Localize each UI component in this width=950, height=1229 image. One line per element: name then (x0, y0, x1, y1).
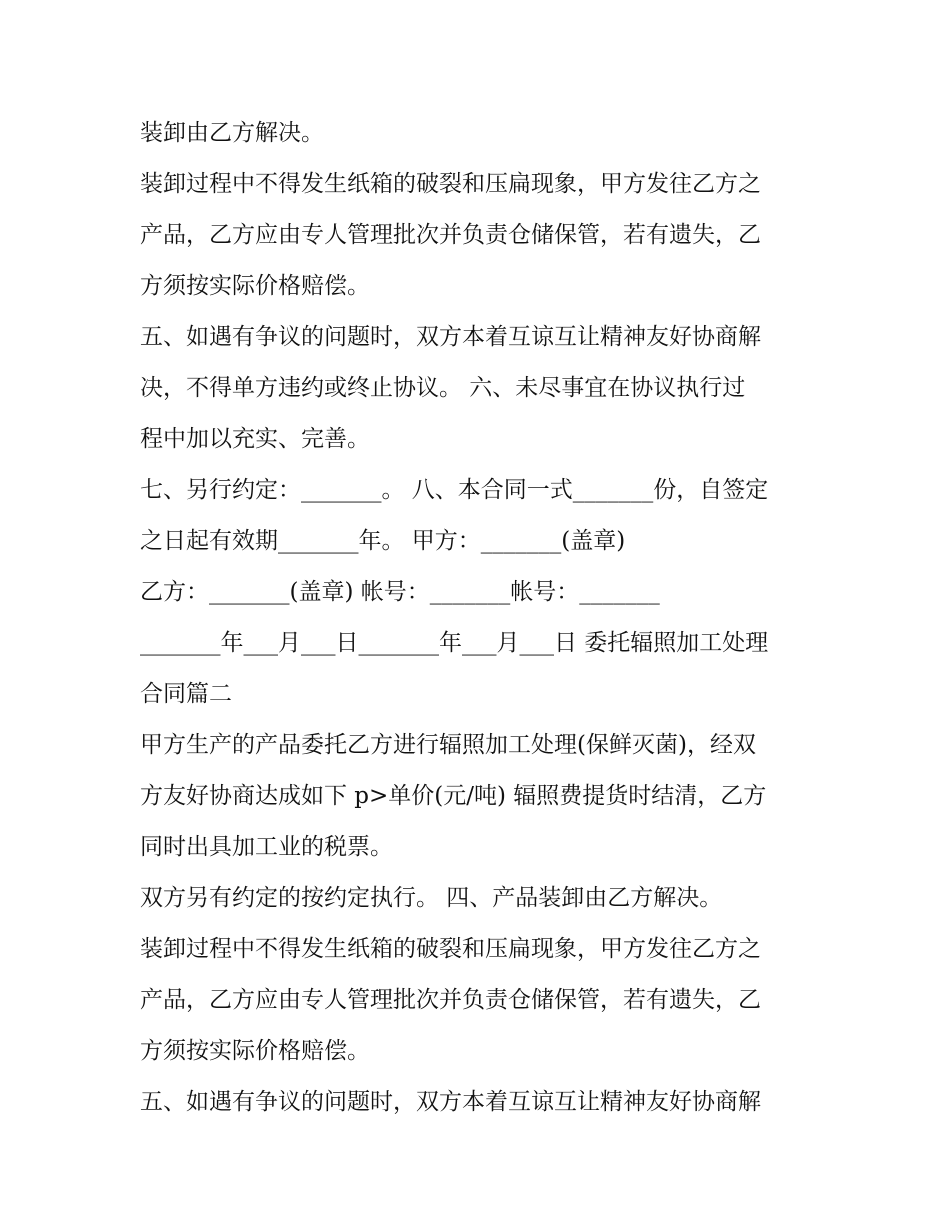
text-line: 方须按实际价格赔偿。 (140, 1038, 370, 1064)
contract-text (140, 108, 820, 1128)
text-line: 产品，乙方应由专人管理批次并负责仓储保管，若有遗失，乙 (140, 987, 761, 1013)
text-line: 五、如遇有争议的问题时，双方本着互谅互让精神友好协商解 (140, 324, 761, 350)
text-line: 七、另行约定：_______。 八、本合同一式_______份，自签定 (140, 477, 769, 503)
text-line: 产品，乙方应由专人管理批次并负责仓储保管，若有遗失，乙 (140, 222, 761, 248)
text-line: 甲方生产的产品委托乙方进行辐照加工处理(保鲜灭菌)，经双 (140, 732, 756, 758)
text-line: 乙方：_______(盖章) 帐号：_______帐号：_______ (140, 579, 660, 605)
text-line: 决，不得单方违约或终止协议。 六、未尽事宜在协议执行过 (140, 375, 746, 401)
text-line: _______年___月___日_______年___月___日 委托辐照加工处理 (140, 630, 769, 656)
text-line: 五、如遇有争议的问题时，双方本着互谅互让精神友好协商解 (140, 1089, 761, 1115)
text-line: 方须按实际价格赔偿。 (140, 273, 370, 299)
text-line: 同时出具加工业的税票。 (140, 834, 393, 860)
section-title: 合同篇二 (140, 681, 232, 707)
text-line: 双方另有约定的按约定执行。 四、产品装卸由乙方解决。 (140, 885, 723, 911)
text-line: 装卸过程中不得发生纸箱的破裂和压扁现象，甲方发往乙方之 (140, 936, 761, 962)
text-line: 方友好协商达成如下 p>单价(元/吨) 辐照费提货时结清，乙方 (140, 783, 767, 809)
text-line: 程中加以充实、完善。 (140, 426, 370, 452)
text-line: 装卸由乙方解决。 (140, 120, 324, 146)
text-line: 之日起有效期_______年。 甲方：_______(盖章) (140, 528, 626, 554)
text-line: 装卸过程中不得发生纸箱的破裂和压扁现象，甲方发往乙方之 (140, 171, 761, 197)
